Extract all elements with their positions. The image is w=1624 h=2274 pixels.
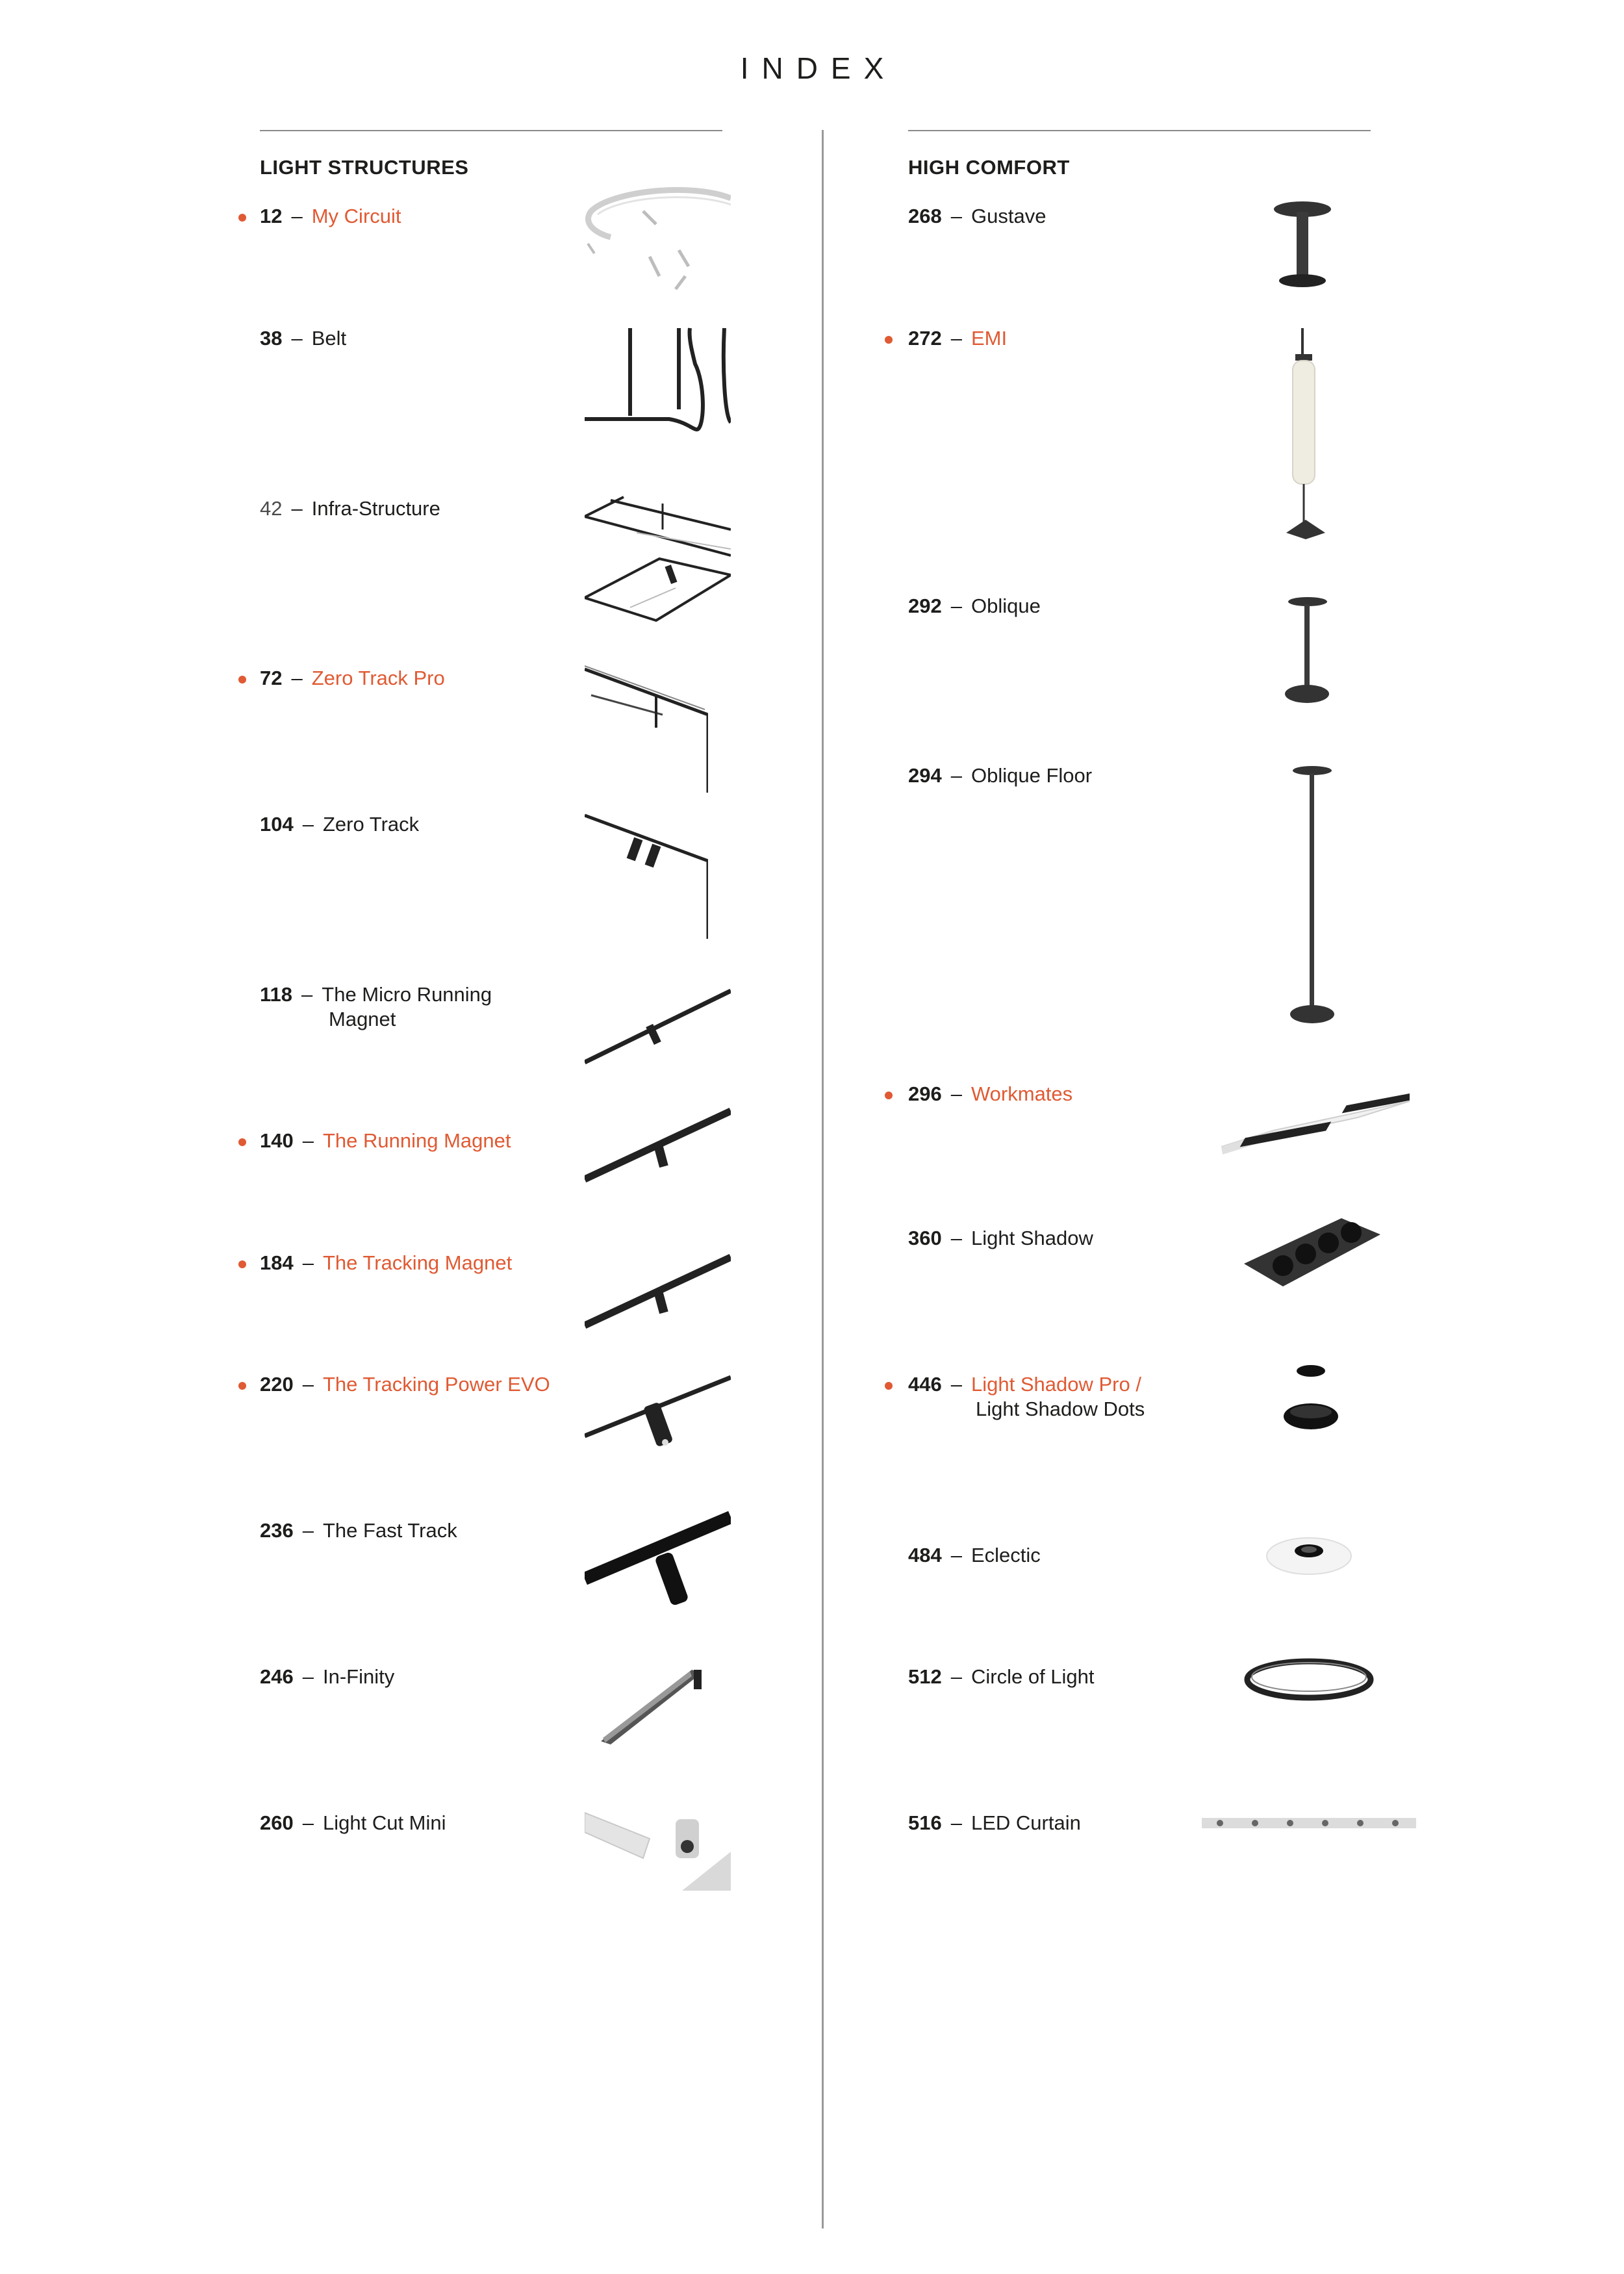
index-entry-belt[interactable]: 38 – Belt [260, 327, 347, 350]
right-rule [908, 130, 1371, 131]
column-divider [822, 130, 824, 2229]
entry-page-number: 72 [260, 667, 283, 689]
zero-track-icon [585, 809, 708, 939]
running-magnet-icon [585, 1105, 731, 1189]
entry-title: The Running Magnet [322, 1129, 511, 1152]
emi-lamp-icon [1273, 328, 1345, 546]
entry-page-number: 260 [260, 1811, 294, 1834]
my-circuit-icon [585, 185, 731, 292]
entry-page-number: 118 [260, 983, 293, 1006]
index-entry-led-curtain[interactable]: 516 – LED Curtain [908, 1811, 1081, 1834]
oblique-lamp-icon [1276, 596, 1335, 704]
entry-page-number: 360 [908, 1227, 942, 1249]
entry-page-number: 12 [260, 205, 283, 227]
entry-page-number: 42 [260, 497, 283, 520]
highlight-bullet [885, 1382, 893, 1390]
entry-title: Zero Track [322, 813, 420, 836]
entry-page-number: 184 [260, 1251, 294, 1274]
highlight-bullet [238, 1382, 246, 1390]
entry-title: My Circuit [311, 205, 401, 227]
entry-page-number: 140 [260, 1129, 294, 1152]
circle-of-light-icon [1241, 1654, 1377, 1706]
index-entry-light-shadow[interactable]: 360 – Light Shadow [908, 1227, 1093, 1249]
index-entry-gustave[interactable]: 268 – Gustave [908, 205, 1047, 227]
index-entry-running-magnet[interactable]: 140 – The Running Magnet [260, 1129, 511, 1152]
eclectic-icon [1263, 1530, 1354, 1582]
entry-title: Infra-Structure [311, 497, 440, 520]
index-entry-light-shadow-pro[interactable]: 446 – Light Shadow Pro / Light Shadow Dots [908, 1373, 1145, 1420]
index-entry-workmates[interactable]: 296 – Workmates [908, 1082, 1073, 1105]
highlight-bullet [238, 214, 246, 222]
entry-title: Zero Track Pro [311, 667, 445, 689]
infra-structure-icon [585, 494, 731, 624]
highlight-bullet [238, 676, 246, 683]
tracking-magnet-icon [585, 1251, 731, 1335]
index-entry-eclectic[interactable]: 484 – Eclectic [908, 1544, 1041, 1566]
index-entry-tracking-magnet[interactable]: 184 – The Tracking Magnet [260, 1251, 513, 1274]
index-entry-light-cut-mini[interactable]: 260 – Light Cut Mini [260, 1811, 446, 1834]
micro-running-magnet-icon [585, 984, 731, 1069]
entry-title-line2: Light Shadow Dots [976, 1398, 1145, 1420]
entry-page-number: 220 [260, 1373, 294, 1396]
section-heading-high-comfort: HIGH COMFORT [908, 156, 1070, 179]
entry-page-number: 294 [908, 764, 942, 787]
entry-title: EMI [971, 327, 1008, 350]
index-entry-tracking-power-evo[interactable]: 220 – The Tracking Power EVO [260, 1373, 550, 1396]
index-entry-emi[interactable]: 272 – EMI [908, 327, 1008, 350]
entry-title: In-Finity [322, 1665, 395, 1688]
entry-page-number: 484 [908, 1544, 942, 1566]
entry-title: The Micro Running [322, 983, 492, 1006]
entry-title: Belt [311, 327, 347, 350]
tracking-power-evo-icon [585, 1371, 731, 1462]
entry-title: The Tracking Magnet [322, 1251, 513, 1274]
entry-title-line2: Magnet [329, 1008, 396, 1030]
index-entry-micro-running-magnet[interactable]: 118 – The Micro Running Magnet [260, 983, 492, 1030]
entry-page-number: 104 [260, 813, 294, 836]
left-rule [260, 130, 722, 131]
led-curtain-icon [1202, 1813, 1416, 1832]
entry-page-number: 246 [260, 1665, 294, 1688]
light-shadow-pro-icon [1280, 1361, 1345, 1439]
section-heading-light-structures: LIGHT STRUCTURES [260, 156, 469, 179]
entry-title: LED Curtain [971, 1811, 1081, 1834]
entry-page-number: 516 [908, 1811, 942, 1834]
highlight-bullet [885, 1092, 893, 1099]
index-entry-fast-track[interactable]: 236 – The Fast Track [260, 1519, 457, 1542]
in-finity-icon [598, 1663, 708, 1748]
entry-title: The Tracking Power EVO [322, 1373, 550, 1396]
highlight-bullet [238, 1260, 246, 1268]
entry-page-number: 296 [908, 1082, 942, 1105]
fast-track-icon [585, 1507, 731, 1611]
highlight-bullet [238, 1138, 246, 1146]
oblique-floor-lamp-icon [1283, 765, 1341, 1025]
entry-title: Oblique [971, 594, 1041, 617]
entry-page-number: 446 [908, 1373, 942, 1396]
entry-title: The Fast Track [322, 1519, 457, 1542]
light-cut-mini-icon [585, 1806, 731, 1891]
highlight-bullet [885, 336, 893, 344]
index-entry-zero-track-pro[interactable]: 72 – Zero Track Pro [260, 667, 445, 689]
index-entry-my-circuit[interactable]: 12 – My Circuit [260, 205, 401, 227]
index-entry-circle-of-light[interactable]: 512 – Circle of Light [908, 1665, 1095, 1688]
entry-title: Light Shadow Pro / [971, 1373, 1141, 1396]
entry-page-number: 268 [908, 205, 942, 227]
entry-page-number: 292 [908, 594, 942, 617]
index-entry-oblique[interactable]: 292 – Oblique [908, 594, 1041, 617]
entry-title: Workmates [971, 1082, 1073, 1105]
index-entry-in-finity[interactable]: 246 – In-Finity [260, 1665, 395, 1688]
entry-page-number: 38 [260, 327, 283, 350]
entry-page-number: 236 [260, 1519, 294, 1542]
belt-icon [585, 325, 731, 435]
index-entry-zero-track[interactable]: 104 – Zero Track [260, 813, 420, 836]
light-shadow-icon [1244, 1215, 1380, 1293]
index-entry-infra-structure[interactable]: 42 – Infra-Structure [260, 497, 440, 520]
entry-page-number: 512 [908, 1665, 942, 1688]
index-entry-oblique-floor[interactable]: 294 – Oblique Floor [908, 764, 1093, 787]
page-title: INDEX [740, 51, 897, 85]
entry-title: Gustave [971, 205, 1047, 227]
entry-title: Light Cut Mini [322, 1811, 446, 1834]
entry-title: Oblique Floor [971, 764, 1093, 787]
zero-track-pro-icon [585, 663, 708, 793]
gustave-lamp-icon [1267, 201, 1338, 289]
entry-title: Circle of Light [971, 1665, 1095, 1688]
entry-title: Light Shadow [971, 1227, 1093, 1249]
entry-title: Eclectic [971, 1544, 1041, 1566]
workmates-icon [1221, 1092, 1410, 1163]
entry-page-number: 272 [908, 327, 942, 350]
